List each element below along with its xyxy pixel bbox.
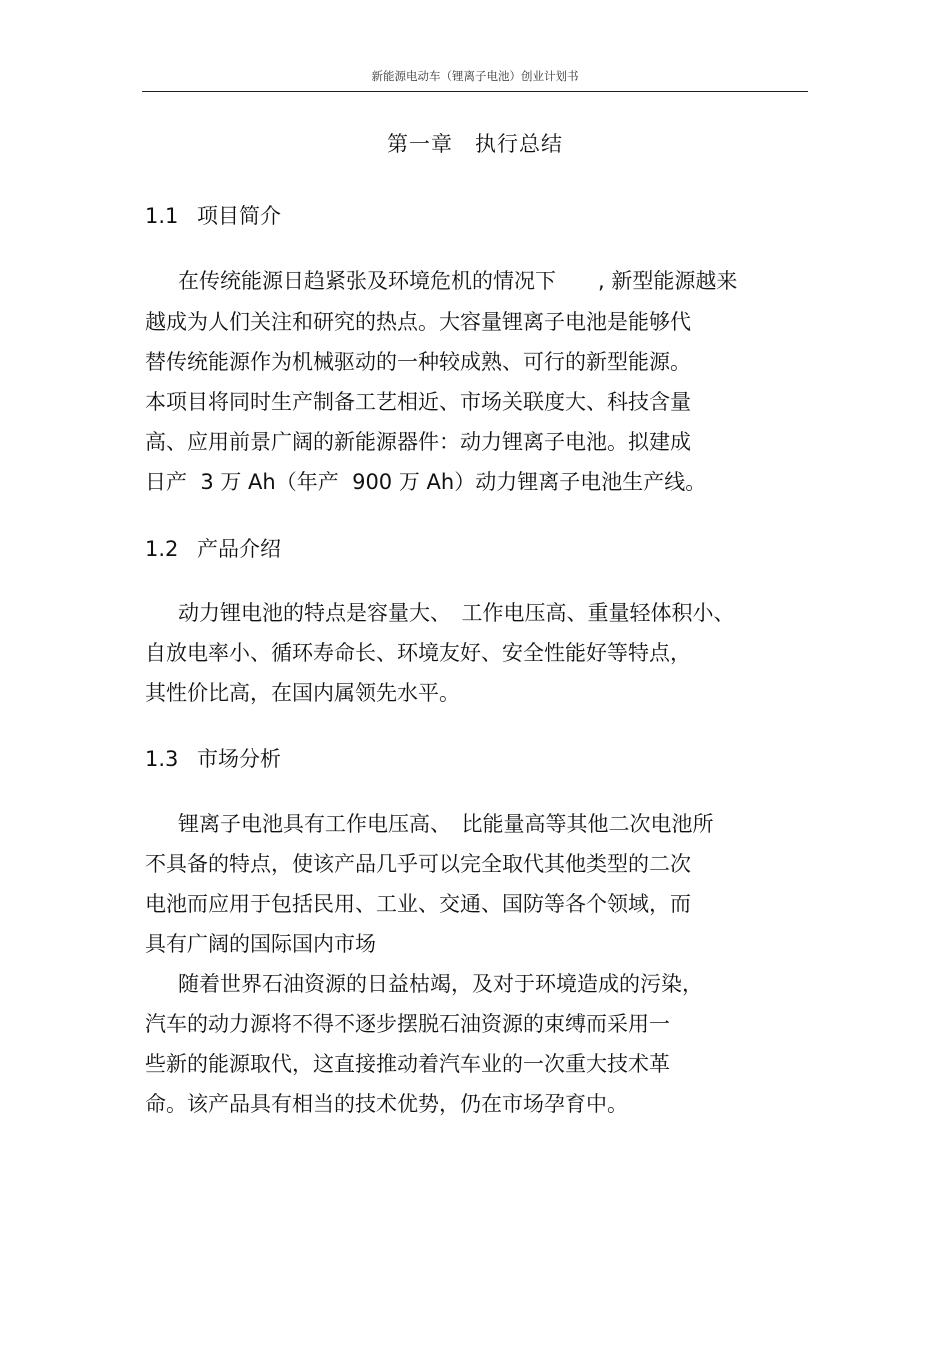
chapter-number: 第一章 xyxy=(387,132,453,156)
paragraph-line: 替传统能源作为机械驱动的一种较成熟、可行的新型能源。 xyxy=(145,350,691,374)
section-number: 1.3 xyxy=(145,747,179,771)
paragraph-line: 其性价比高，在国内属领先水平。 xyxy=(145,681,460,705)
paragraph-line: 些新的能源取代，这直接推动着汽车业的一次重大技术革 xyxy=(145,1052,670,1076)
chapter-heading xyxy=(0,128,950,158)
section-number: 1.2 xyxy=(145,537,179,561)
paragraph-line: 汽车的动力源将不得不逐步摆脱石油资源的束缚而采用一 xyxy=(145,1012,670,1036)
section-heading-1-3 xyxy=(145,743,281,773)
paragraph-line: 本项目将同时生产制备工艺相近、市场关联度大、科技含量 xyxy=(145,390,691,414)
running-header: 新能源电动车（锂离子电池）创业计划书 xyxy=(371,69,579,83)
paragraph-line: 自放电率小、循环寿命长、环境友好、安全性能好等特点， xyxy=(145,641,691,665)
section-title: 产品介绍 xyxy=(197,537,281,561)
header-divider xyxy=(142,91,808,92)
section-title: 项目简介 xyxy=(197,204,281,228)
paragraph-line: 随着世界石油资源的日益枯竭，及对于环境造成的污染， xyxy=(178,972,703,996)
section-heading-1-1 xyxy=(145,200,281,230)
section-heading-1-2 xyxy=(145,533,281,563)
section-number: 1.1 xyxy=(145,204,179,228)
paragraph-line: 在传统能源日趋紧张及环境危机的情况下 , 新型能源越来 xyxy=(178,269,738,293)
paragraph-line: 电池而应用于包括民用、工业、交通、国防等各个领域，而 xyxy=(145,892,691,916)
paragraph-line: 命。该产品具有相当的技术优势，仍在市场孕育中。 xyxy=(145,1092,628,1116)
paragraph-line: 具有广阔的国际国内市场 xyxy=(145,932,376,956)
chapter-title: 执行总结 xyxy=(475,132,563,156)
paragraph-line: 锂离子电池具有工作电压高、 比能量高等其他二次电池所 xyxy=(178,812,714,836)
paragraph-line: 高、应用前景广阔的新能源器件：动力锂离子电池。拟建成 xyxy=(145,430,691,454)
paragraph-line: 越成为人们关注和研究的热点。大容量锂离子电池是能够代 xyxy=(145,310,691,334)
paragraph-line: 不具备的特点，使该产品几乎可以完全取代其他类型的二次 xyxy=(145,852,691,876)
paragraph-line: 日产 3 万 Ah（年产 900 万 Ah）动力锂离子电池生产线。 xyxy=(145,470,707,494)
paragraph-line: 动力锂电池的特点是容量大、 工作电压高、重量轻体积小、 xyxy=(178,601,735,625)
section-title: 市场分析 xyxy=(197,747,281,771)
